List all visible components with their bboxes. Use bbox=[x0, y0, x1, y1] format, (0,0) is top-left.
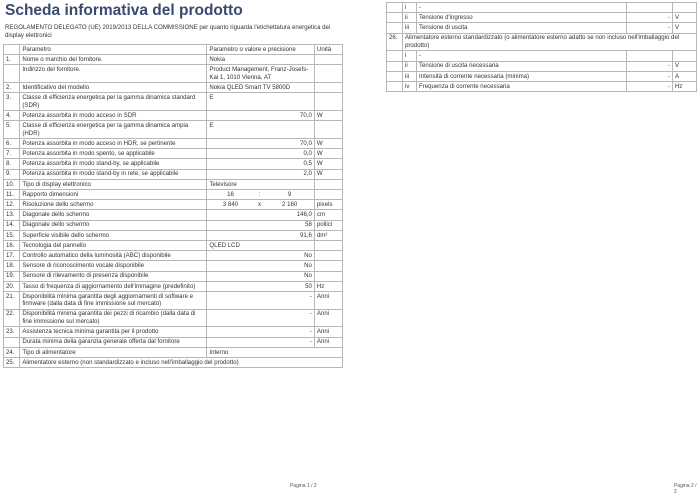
page-title: Scheda informativa del prodotto bbox=[5, 2, 243, 19]
row-unit bbox=[314, 65, 342, 83]
row-parameter-label: Potenza assorbita in modo acceso in HDR, se pertinente bbox=[20, 139, 207, 149]
header-num-cell bbox=[4, 45, 20, 55]
row-parameter-label: Indirizzo del fornitore. bbox=[20, 65, 207, 83]
row-roman-numeral: ii bbox=[403, 61, 417, 71]
row-indent-cell bbox=[387, 71, 403, 81]
row-parameter-label: Alimentatore esterno standardizzato (o alimentatore esterno adatto se non incluso nell'imballaggio del prodotto) bbox=[403, 33, 697, 51]
table-row bbox=[4, 251, 343, 261]
row-value: No bbox=[207, 261, 315, 271]
row-parameter-label: Diagonale dello schermo bbox=[20, 220, 207, 230]
row-number bbox=[4, 337, 20, 347]
row-unit bbox=[673, 51, 697, 61]
row-unit: V bbox=[673, 23, 697, 33]
table-row bbox=[4, 291, 343, 309]
row-indent-cell bbox=[387, 23, 403, 33]
row-number: 15. bbox=[4, 230, 20, 240]
row-number: 23. bbox=[4, 327, 20, 337]
row-number: 4. bbox=[4, 111, 20, 121]
row-number: 6. bbox=[4, 139, 20, 149]
row-value: Televisore bbox=[207, 179, 315, 189]
power-supply-table bbox=[386, 2, 697, 92]
row-parameter-label: Controllo automatico della luminosità (ABC) disponibile bbox=[20, 251, 207, 261]
row-parameter-label: Tipo di alimentatore bbox=[20, 347, 207, 357]
row-value: 146,0 bbox=[207, 210, 315, 220]
datasheet-page-1 bbox=[0, 0, 350, 490]
row-unit bbox=[314, 271, 342, 281]
row-value: - bbox=[627, 81, 673, 91]
row-number: 20. bbox=[4, 281, 20, 291]
row-roman-numeral: ii bbox=[403, 13, 417, 23]
row-unit bbox=[314, 190, 342, 200]
table-row bbox=[4, 159, 343, 169]
table-row bbox=[4, 139, 343, 149]
row-value: 91,6 bbox=[207, 230, 315, 240]
row-number: 18. bbox=[4, 261, 20, 271]
row-value-part: 3 840 bbox=[207, 200, 254, 210]
row-parameter-label: - bbox=[417, 51, 627, 61]
row-unit: Anni bbox=[314, 327, 342, 337]
row-unit bbox=[673, 3, 697, 13]
row-parameter-label: Superficie visibile dello schermo bbox=[20, 230, 207, 240]
table-row bbox=[4, 327, 343, 337]
row-number: 25. bbox=[4, 358, 20, 368]
row-parameter-label: Risoluzione dello schermo bbox=[20, 200, 207, 210]
row-unit bbox=[314, 240, 342, 250]
row-unit bbox=[314, 261, 342, 271]
table-row bbox=[387, 23, 697, 33]
row-unit bbox=[314, 251, 342, 261]
row-value: Nokia QLED Smart TV 5800D bbox=[207, 83, 315, 93]
row-parameter-label: Potenza assorbita in modo spento, se applicabile bbox=[20, 149, 207, 159]
row-number: 24. bbox=[4, 347, 20, 357]
table-row bbox=[387, 33, 697, 51]
row-number: 16. bbox=[4, 240, 20, 250]
row-number: 1. bbox=[4, 55, 20, 65]
row-value: - bbox=[207, 327, 315, 337]
row-unit: Anni bbox=[314, 337, 342, 347]
table-row bbox=[4, 347, 343, 357]
row-unit: W bbox=[314, 169, 342, 179]
row-value: - bbox=[627, 23, 673, 33]
row-value: - bbox=[207, 337, 315, 347]
row-parameter-label: Durata minima della garanzia generale offerta dal fornitore bbox=[20, 337, 207, 347]
row-roman-numeral: iii bbox=[403, 23, 417, 33]
row-value: - bbox=[207, 309, 315, 327]
row-parameter-label: Intensità di corrente necessaria (minima) bbox=[417, 71, 627, 81]
row-roman-numeral: i bbox=[403, 51, 417, 61]
row-value: E bbox=[207, 93, 315, 111]
product-info-table-body bbox=[4, 45, 343, 368]
table-row bbox=[4, 261, 343, 271]
row-parameter-label: Alimentatore esterno (non standardizzato e incluso nell'imballaggio del prodotto) bbox=[20, 358, 343, 368]
row-value-part: 9 bbox=[265, 190, 314, 200]
row-parameter-label: Tensione di uscita bbox=[417, 23, 627, 33]
row-parameter-label: Frequenza di corrente necessaria bbox=[417, 81, 627, 91]
power-supply-table-body bbox=[387, 3, 697, 92]
row-roman-numeral: iii bbox=[403, 71, 417, 81]
row-value: 0,0 bbox=[207, 149, 315, 159]
row-value: QLED LCD bbox=[207, 240, 315, 250]
row-unit: W bbox=[314, 111, 342, 121]
row-unit: W bbox=[314, 149, 342, 159]
table-row bbox=[4, 93, 343, 111]
row-parameter-label: Potenza assorbita in modo stand-by in rete, se applicabile bbox=[20, 169, 207, 179]
row-number: 26. bbox=[387, 33, 403, 51]
row-parameter-label: Tasso di frequenza di aggiornamento dell'immagine (predefinito) bbox=[20, 281, 207, 291]
row-parameter-label: Sensore di riconoscimento vocale disponibile bbox=[20, 261, 207, 271]
row-value: Interno bbox=[207, 347, 343, 357]
page-number: Pagina 1 / 2 bbox=[290, 483, 317, 489]
row-unit: Hz bbox=[314, 281, 342, 291]
row-parameter-label: Identificativo del modello bbox=[20, 83, 207, 93]
row-value: Nokia bbox=[207, 55, 315, 65]
table-row bbox=[4, 65, 343, 83]
row-unit: Anni bbox=[314, 309, 342, 327]
table-header-row bbox=[4, 45, 343, 55]
row-value-separator: : bbox=[254, 190, 266, 200]
table-row bbox=[387, 81, 697, 91]
row-unit bbox=[314, 83, 342, 93]
row-parameter-label: Tipo di display elettronico bbox=[20, 179, 207, 189]
row-parameter-label: - bbox=[417, 3, 627, 13]
table-row bbox=[4, 149, 343, 159]
row-indent-cell bbox=[387, 81, 403, 91]
row-unit: W bbox=[314, 159, 342, 169]
row-number: 7. bbox=[4, 149, 20, 159]
row-number: 2. bbox=[4, 83, 20, 93]
row-parameter-label: Tecnologia del pannello bbox=[20, 240, 207, 250]
table-row bbox=[4, 190, 343, 200]
table-row bbox=[4, 240, 343, 250]
row-parameter-label: Potenza assorbita in modo stand-by, se applicabile bbox=[20, 159, 207, 169]
table-row bbox=[4, 121, 343, 139]
row-number: 10. bbox=[4, 179, 20, 189]
row-value: - bbox=[627, 13, 673, 23]
row-value: No bbox=[207, 251, 315, 261]
row-unit: V bbox=[673, 13, 697, 23]
row-number: 5. bbox=[4, 121, 20, 139]
row-indent-cell bbox=[387, 3, 403, 13]
row-parameter-label: Potenza assorbita in modo acceso in SDR bbox=[20, 111, 207, 121]
row-roman-numeral: i bbox=[403, 3, 417, 13]
row-unit: W bbox=[314, 139, 342, 149]
row-number: 12. bbox=[4, 200, 20, 210]
row-number: 13. bbox=[4, 210, 20, 220]
row-unit bbox=[314, 55, 342, 65]
row-value: No bbox=[207, 271, 315, 281]
header-value: Parametro o valore e precisione bbox=[207, 45, 315, 55]
row-value-separator: x bbox=[254, 200, 266, 210]
table-row bbox=[4, 358, 343, 368]
row-value: - bbox=[207, 291, 315, 309]
row-value: 2,0 bbox=[207, 169, 315, 179]
row-parameter-label: Sensore di rilevamento di presenza disponibile bbox=[20, 271, 207, 281]
row-value bbox=[627, 3, 673, 13]
table-row bbox=[4, 83, 343, 93]
row-parameter-label: Rapporto dimensioni bbox=[20, 190, 207, 200]
row-number: 11. bbox=[4, 190, 20, 200]
row-value-part: 16 bbox=[207, 190, 254, 200]
row-unit: cm bbox=[314, 210, 342, 220]
row-number: 8. bbox=[4, 159, 20, 169]
datasheet-page-2 bbox=[350, 0, 700, 495]
row-unit: A bbox=[673, 71, 697, 81]
row-unit bbox=[314, 179, 342, 189]
row-unit bbox=[314, 121, 342, 139]
table-row bbox=[387, 51, 697, 61]
row-parameter-label: Tensione d'ingresso bbox=[417, 13, 627, 23]
row-number: 22. bbox=[4, 309, 20, 327]
header-unit: Unità bbox=[314, 45, 342, 55]
row-parameter-label: Nome o marchio del fornitore. bbox=[20, 55, 207, 65]
row-unit: dm² bbox=[314, 230, 342, 240]
table-row bbox=[4, 210, 343, 220]
table-row bbox=[4, 55, 343, 65]
row-parameter-label: Classe di efficienza energetica per la gamma dinamica standard (SDR) bbox=[20, 93, 207, 111]
page-number: Pagina 2 / 2 bbox=[674, 483, 697, 495]
row-parameter-label: Classe di efficienza energetica per la gamma dinamica ampia (HDR) bbox=[20, 121, 207, 139]
header-parameter: Parametro bbox=[20, 45, 207, 55]
row-value: 50 bbox=[207, 281, 315, 291]
row-value-part: 2 160 bbox=[265, 200, 314, 210]
row-number: 9. bbox=[4, 169, 20, 179]
table-row bbox=[4, 111, 343, 121]
row-parameter-label: Tensione di uscita necessaria bbox=[417, 61, 627, 71]
table-row bbox=[4, 309, 343, 327]
row-value: 58 bbox=[207, 220, 315, 230]
table-row bbox=[4, 281, 343, 291]
row-number: 21. bbox=[4, 291, 20, 309]
table-row bbox=[4, 220, 343, 230]
row-value: E bbox=[207, 121, 315, 139]
row-indent-cell bbox=[387, 51, 403, 61]
row-value: - bbox=[627, 61, 673, 71]
row-number bbox=[4, 65, 20, 83]
row-number: 14. bbox=[4, 220, 20, 230]
row-number: 17. bbox=[4, 251, 20, 261]
row-unit: pixels bbox=[314, 200, 342, 210]
row-value: - bbox=[627, 71, 673, 81]
row-parameter-label: Disponibilità minima garantita degli aggiornamenti di software e firmware (dalla data di fine immissione sul mercato) bbox=[20, 291, 207, 309]
row-number: 19. bbox=[4, 271, 20, 281]
row-unit: pollici bbox=[314, 220, 342, 230]
table-row bbox=[4, 169, 343, 179]
table-row bbox=[4, 230, 343, 240]
table-row bbox=[387, 71, 697, 81]
row-parameter-label: Assistenza tecnica minima garantita per il prodotto bbox=[20, 327, 207, 337]
row-indent-cell bbox=[387, 13, 403, 23]
table-row bbox=[387, 3, 697, 13]
row-value: 0,5 bbox=[207, 159, 315, 169]
table-row bbox=[387, 13, 697, 23]
table-row bbox=[387, 61, 697, 71]
regulation-subtitle: REGOLAMENTO DELEGATO (UE) 2019/2013 DELLA COMMISSIONE per quanto riguarda l'etichettatura energetica dei display elettronici bbox=[5, 24, 331, 40]
row-roman-numeral: iv bbox=[403, 81, 417, 91]
row-number: 3. bbox=[4, 93, 20, 111]
row-value: 70,0 bbox=[207, 139, 315, 149]
table-row bbox=[4, 271, 343, 281]
row-indent-cell bbox=[387, 61, 403, 71]
row-unit bbox=[314, 93, 342, 111]
product-info-table bbox=[3, 44, 343, 368]
row-unit: V bbox=[673, 61, 697, 71]
row-parameter-label: Disponibilità minima garantita dei pezzi di ricambio (dalla data di fine immissione sul mercato) bbox=[20, 309, 207, 327]
row-value: 70,0 bbox=[207, 111, 315, 121]
table-row bbox=[4, 337, 343, 347]
row-unit: Hz bbox=[673, 81, 697, 91]
row-unit: Anni bbox=[314, 291, 342, 309]
table-row bbox=[4, 179, 343, 189]
row-parameter-label: Diagonale dello schermo bbox=[20, 210, 207, 220]
table-row bbox=[4, 200, 343, 210]
row-value bbox=[627, 51, 673, 61]
row-value: Product Management, Franz-Josefs-Kai 1, 1010 Vienna, AT bbox=[207, 65, 315, 83]
